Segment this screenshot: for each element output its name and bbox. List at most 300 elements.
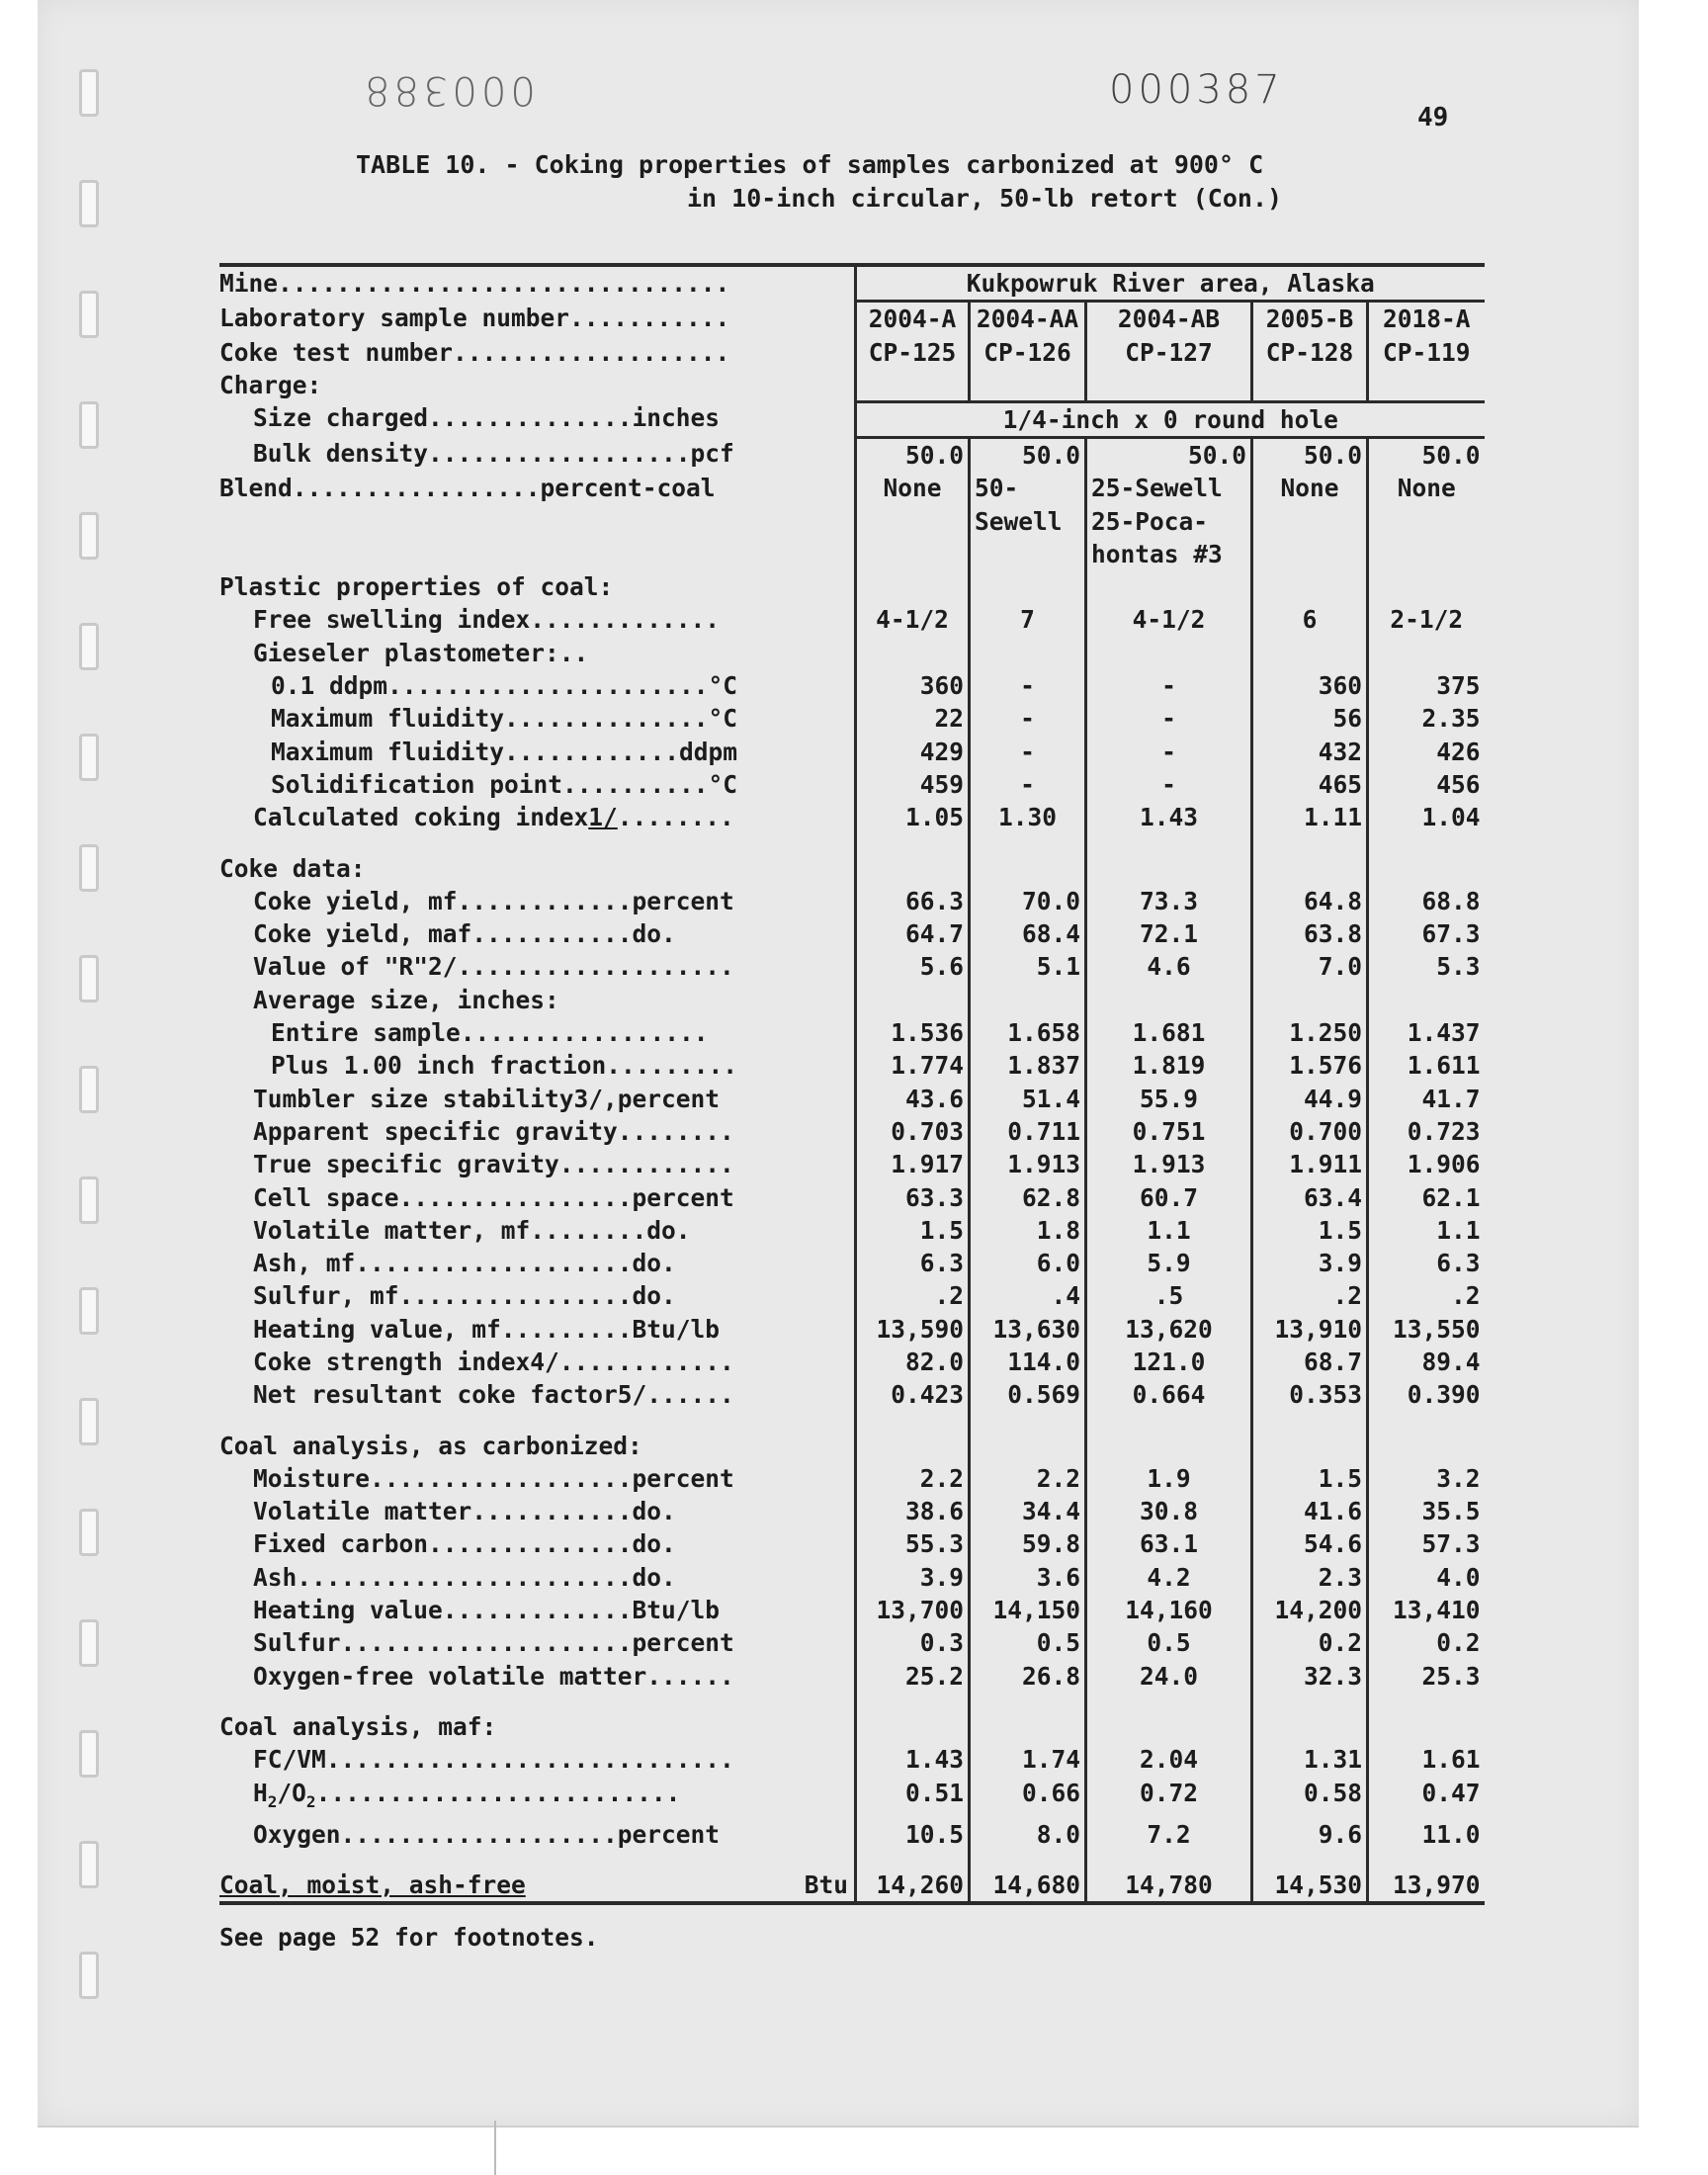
- table-row: [219, 1049, 1485, 1082]
- subscript: 2: [305, 1791, 316, 1811]
- row-label: Coke yield, mf............percent: [253, 886, 734, 915]
- table-cell: 63.8: [1252, 917, 1368, 950]
- table-cell: 1.819: [1086, 1049, 1252, 1082]
- section-heading: Plastic properties of coal:: [219, 572, 614, 602]
- row-label: Laboratory sample number...........: [219, 303, 730, 332]
- row-label: [219, 1693, 856, 1710]
- table-cell: [856, 1693, 970, 1710]
- table-cell: [970, 834, 1086, 852]
- table-row: [219, 505, 1485, 538]
- table-row: [219, 1495, 1485, 1527]
- table-cell: 360: [856, 669, 970, 702]
- table-cell: [970, 1710, 1086, 1743]
- table-cell: 0.58: [1252, 1777, 1368, 1818]
- table-cell: 14,260: [856, 1869, 970, 1903]
- table-cell: 465: [1252, 768, 1368, 801]
- table-cell: 26.8: [970, 1660, 1086, 1693]
- table-row: [219, 1115, 1485, 1148]
- table-cell: 9.6: [1252, 1818, 1368, 1851]
- table-cell: 51.4: [970, 1083, 1086, 1115]
- table-cell: 2005-B: [1252, 302, 1368, 336]
- table-cell: 63.4: [1252, 1181, 1368, 1214]
- table-cell: 34.4: [970, 1495, 1086, 1527]
- table-cell: 50-: [970, 472, 1086, 504]
- table-title-line2: in 10-inch circular, 50-lb retort (Con.): [687, 184, 1283, 213]
- row-label: Coke strength index4/............: [253, 1348, 734, 1376]
- table-row: [219, 1626, 1485, 1659]
- table-cell: 4.6: [1086, 950, 1252, 983]
- table-cell: [1252, 1851, 1368, 1869]
- binder-hole: [79, 69, 99, 117]
- table-cell: 0.47: [1368, 1777, 1485, 1818]
- binder-hole: [79, 1176, 99, 1224]
- table-cell: 1.5: [856, 1214, 970, 1247]
- row-label-text: H: [253, 1778, 268, 1807]
- table-cell: 64.7: [856, 917, 970, 950]
- binder-hole: [79, 401, 99, 449]
- table-cell: .5: [1086, 1279, 1252, 1312]
- table-row: [219, 1818, 1485, 1851]
- table-cell: 13,550: [1368, 1313, 1485, 1346]
- table-cell: 4.0: [1368, 1561, 1485, 1594]
- table-cell: CP-119: [1368, 336, 1485, 369]
- table-cell: 57.3: [1368, 1527, 1485, 1560]
- table-cell: 60.7: [1086, 1181, 1252, 1214]
- table-cell: 0.711: [970, 1115, 1086, 1148]
- table-cell: -: [970, 768, 1086, 801]
- table-cell: 14,780: [1086, 1869, 1252, 1903]
- table-cell: 5.6: [856, 950, 970, 983]
- table-row: [219, 1527, 1485, 1560]
- binder-hole: [79, 1398, 99, 1445]
- table-cell: 1.611: [1368, 1049, 1485, 1082]
- table-row: [219, 950, 1485, 983]
- table-cell: 121.0: [1086, 1346, 1252, 1378]
- table-cell: CP-128: [1252, 336, 1368, 369]
- binder-hole: [79, 734, 99, 781]
- table-row: [219, 538, 1485, 570]
- table-cell: 1.9: [1086, 1462, 1252, 1495]
- table-cell: [1368, 1430, 1485, 1462]
- table-row: [219, 801, 1485, 833]
- table-cell: 1.1: [1086, 1214, 1252, 1247]
- table-cell: [856, 852, 970, 885]
- table-cell: 10.5: [856, 1818, 970, 1851]
- table-title-line1: TABLE 10. - Coking properties of samples carbonized at 900° C: [356, 150, 1264, 179]
- table-cell: 1.681: [1086, 1016, 1252, 1049]
- table-cell: [970, 1851, 1086, 1869]
- row-label: Fixed carbon..............do.: [253, 1529, 676, 1559]
- row-label: Oxygen...................percent: [253, 1819, 721, 1849]
- table-cell: 1.1: [1368, 1214, 1485, 1247]
- table-cell: 66.3: [856, 885, 970, 917]
- table-cell: 2.04: [1086, 1743, 1252, 1776]
- table-row: [219, 369, 1485, 401]
- scan-crease: [494, 2121, 496, 2175]
- table-cell: 1.536: [856, 1016, 970, 1049]
- table-cell: 1.74: [970, 1743, 1086, 1776]
- table-cell: [1368, 834, 1485, 852]
- table-cell: [1086, 1710, 1252, 1743]
- table-row: [219, 1279, 1485, 1312]
- binder-hole: [79, 1952, 99, 1999]
- table-cell: 6: [1252, 603, 1368, 636]
- table-cell: 89.4: [1368, 1346, 1485, 1378]
- table-cell: [1086, 1412, 1252, 1430]
- table-cell: 2.2: [856, 1462, 970, 1495]
- row-label: Maximum fluidity............ddpm: [271, 737, 738, 766]
- table-cell: [1252, 369, 1368, 401]
- table-cell: [856, 505, 970, 538]
- table-cell: 1.658: [970, 1016, 1086, 1049]
- table-cell: 0.423: [856, 1378, 970, 1411]
- table-cell: [856, 369, 970, 401]
- table-row: [219, 1430, 1485, 1462]
- table-cell: CP-125: [856, 336, 970, 369]
- table-cell: [1086, 1851, 1252, 1869]
- table-row: [219, 1462, 1485, 1495]
- table-cell: 1.5: [1252, 1214, 1368, 1247]
- table-cell: [1252, 505, 1368, 538]
- table-row: [219, 1851, 1485, 1869]
- table-cell: 50.0: [1086, 437, 1252, 472]
- table-cell: 24.0: [1086, 1660, 1252, 1693]
- row-label-dots: .........................: [315, 1778, 681, 1807]
- row-label: Volatile matter, mf........do.: [253, 1215, 691, 1245]
- table-cell: None: [856, 472, 970, 504]
- table-cell: [970, 637, 1086, 669]
- row-label: [219, 801, 856, 833]
- table-cell: 4-1/2: [856, 603, 970, 636]
- row-label: Volatile matter...........do.: [253, 1497, 676, 1526]
- table-cell: 11.0: [1368, 1818, 1485, 1851]
- table-row: [219, 1594, 1485, 1626]
- table-cell: 13,620: [1086, 1313, 1252, 1346]
- footnote-ref: 1/: [588, 803, 618, 832]
- table-cell: 1.906: [1368, 1148, 1485, 1180]
- table-row: [219, 768, 1485, 801]
- table-cell: 13,910: [1252, 1313, 1368, 1346]
- table-cell: 429: [856, 736, 970, 768]
- table-row: [219, 401, 1485, 437]
- binder-hole: [79, 1066, 99, 1113]
- table-cell: 0.5: [1086, 1626, 1252, 1659]
- table-cell: 73.3: [1086, 885, 1252, 917]
- table-row: [219, 265, 1485, 302]
- table-cell: [1368, 1851, 1485, 1869]
- table-cell: 1.61: [1368, 1743, 1485, 1776]
- table-cell: 6.3: [856, 1247, 970, 1279]
- table-cell: 30.8: [1086, 1495, 1252, 1527]
- table-cell: 0.569: [970, 1378, 1086, 1411]
- table-cell: [1086, 834, 1252, 852]
- row-label: Maximum fluidity..............°C: [271, 704, 738, 734]
- table-cell: [856, 570, 970, 603]
- table-cell: 55.3: [856, 1527, 970, 1560]
- table-cell: 1.576: [1252, 1049, 1368, 1082]
- table-cell: 0.2: [1252, 1626, 1368, 1659]
- binder-hole: [79, 955, 99, 1002]
- row-label-unit: Btu: [804, 1870, 848, 1900]
- table-cell: [856, 984, 970, 1016]
- table-cell: 0.5: [970, 1626, 1086, 1659]
- table-cell: [1086, 1430, 1252, 1462]
- table-cell: 43.6: [856, 1083, 970, 1115]
- table-row: [219, 1710, 1485, 1743]
- table-cell: [856, 1412, 970, 1430]
- table-cell: 7: [970, 603, 1086, 636]
- table-cell: -: [1086, 768, 1252, 801]
- table-cell: 50.0: [1252, 437, 1368, 472]
- table-cell: [1086, 637, 1252, 669]
- table-cell: 13,700: [856, 1594, 970, 1626]
- table-row: [219, 570, 1485, 603]
- table-cell: [1368, 570, 1485, 603]
- row-label: Net resultant coke factor5/......: [253, 1380, 734, 1410]
- table-cell: 360: [1252, 669, 1368, 702]
- table-cell: None: [1252, 472, 1368, 504]
- table-cell: 0.700: [1252, 1115, 1368, 1148]
- table-cell: [856, 1430, 970, 1462]
- row-label: True specific gravity............: [253, 1150, 734, 1179]
- table-cell: 456: [1368, 768, 1485, 801]
- table-cell: 0.2: [1368, 1626, 1485, 1659]
- table-cell: 13,630: [970, 1313, 1086, 1346]
- table-cell: [856, 538, 970, 570]
- table-cell: [970, 852, 1086, 885]
- table-cell: 72.1: [1086, 917, 1252, 950]
- table-cell: 59.8: [970, 1527, 1086, 1560]
- table-cell: 22: [856, 702, 970, 735]
- row-label: Mine...............................: [219, 265, 856, 302]
- table-cell: 2.2: [970, 1462, 1086, 1495]
- row-label: [219, 1777, 856, 1818]
- table-cell: 55.9: [1086, 1083, 1252, 1115]
- table-cell: 6.0: [970, 1247, 1086, 1279]
- table-cell: 25-Sewell: [1086, 472, 1252, 504]
- table-cell: [1252, 637, 1368, 669]
- row-label-text: Calculated coking index: [253, 803, 589, 832]
- table-row: [219, 1693, 1485, 1710]
- table-cell: 1.04: [1368, 801, 1485, 833]
- table-cell: 6.3: [1368, 1247, 1485, 1279]
- table-cell: 67.3: [1368, 917, 1485, 950]
- table-cell: .2: [1252, 1279, 1368, 1312]
- table-cell: 14,200: [1252, 1594, 1368, 1626]
- table-cell: 1.774: [856, 1049, 970, 1082]
- table-cell: 68.7: [1252, 1346, 1368, 1378]
- table-cell: CP-127: [1086, 336, 1252, 369]
- section-heading: Coke data:: [219, 853, 366, 883]
- table-cell: 4.2: [1086, 1561, 1252, 1594]
- table-cell: None: [1368, 472, 1485, 504]
- table-cell: [1368, 1693, 1485, 1710]
- row-label: Ash, mf...................do.: [253, 1249, 676, 1278]
- table-row: [219, 1247, 1485, 1279]
- table-cell: 0.703: [856, 1115, 970, 1148]
- table-cell: 375: [1368, 669, 1485, 702]
- table-cell: [856, 637, 970, 669]
- table-cell: 1.5: [1252, 1462, 1368, 1495]
- row-label: [219, 505, 856, 538]
- binder-hole: [79, 844, 99, 892]
- row-label: Gieseler plastometer:..: [253, 638, 589, 667]
- table-cell: [1252, 834, 1368, 852]
- row-label: FC/VM............................: [253, 1745, 734, 1775]
- table-row: [219, 336, 1485, 369]
- table-cell: [1368, 505, 1485, 538]
- page-stamp-left: 000388: [361, 67, 536, 113]
- table-cell: 50.0: [970, 437, 1086, 472]
- row-label-dots: ........: [617, 803, 734, 832]
- table-cell: [1368, 852, 1485, 885]
- binder-hole: [79, 1287, 99, 1335]
- binder-hole: [79, 291, 99, 338]
- table-row: [219, 1214, 1485, 1247]
- table-cell: [1086, 570, 1252, 603]
- table-cell: 35.5: [1368, 1495, 1485, 1527]
- section-heading: Charge:: [219, 370, 322, 399]
- row-label: Heating value, mf.........Btu/lb: [253, 1314, 721, 1344]
- table-cell: [856, 834, 970, 852]
- table-cell: 1.913: [1086, 1148, 1252, 1180]
- table-cell: 459: [856, 768, 970, 801]
- table-cell: 14,530: [1252, 1869, 1368, 1903]
- row-label: Average size, inches:: [253, 985, 559, 1014]
- table-cell: [970, 369, 1086, 401]
- table-row: [219, 1083, 1485, 1115]
- table-row: [219, 302, 1485, 336]
- row-label: Cell space................percent: [253, 1182, 734, 1212]
- table-cell: 32.3: [1252, 1660, 1368, 1693]
- page-number: 49: [1417, 103, 1449, 132]
- table-cell: [1252, 570, 1368, 603]
- table-cell: .2: [1368, 1279, 1485, 1312]
- row-label-text: Coal, moist, ash-free: [219, 1870, 526, 1900]
- binder-hole: [79, 623, 99, 670]
- table-cell: 54.6: [1252, 1527, 1368, 1560]
- table-cell: [1252, 984, 1368, 1016]
- table-row: [219, 1660, 1485, 1693]
- table-cell: 0.664: [1086, 1378, 1252, 1411]
- table-cell: 41.7: [1368, 1083, 1485, 1115]
- table-cell: [1368, 637, 1485, 669]
- table-cell: 1.30: [970, 801, 1086, 833]
- table-cell: [970, 984, 1086, 1016]
- row-label: Coke yield, maf...........do.: [253, 919, 676, 949]
- table-cell: [1086, 984, 1252, 1016]
- row-label: Entire sample.................: [271, 1018, 709, 1048]
- table-cell: 50.0: [1368, 437, 1485, 472]
- table-cell: 0.51: [856, 1777, 970, 1818]
- row-label: 0.1 ddpm......................°C: [271, 671, 738, 701]
- table-cell: [970, 1412, 1086, 1430]
- table-cell: 1.11: [1252, 801, 1368, 833]
- row-label: Heating value.............Btu/lb: [253, 1596, 721, 1625]
- table-cell: 13,590: [856, 1313, 970, 1346]
- table-cell: 44.9: [1252, 1083, 1368, 1115]
- table-cell: 1.917: [856, 1148, 970, 1180]
- table-cell: CP-126: [970, 336, 1086, 369]
- table-cell: 62.1: [1368, 1181, 1485, 1214]
- table-row: [219, 1561, 1485, 1594]
- table-cell: 13,970: [1368, 1869, 1485, 1903]
- table-cell: 25-Poca-: [1086, 505, 1252, 538]
- binder-hole: [79, 180, 99, 227]
- row-label: Blend.................percent-coal: [219, 474, 716, 503]
- table-cell: 63.3: [856, 1181, 970, 1214]
- row-label: Moisture..................percent: [253, 1463, 734, 1493]
- table-cell: [856, 1710, 970, 1743]
- row-label: Plus 1.00 inch fraction.........: [271, 1051, 738, 1081]
- table-cell: 70.0: [970, 885, 1086, 917]
- table-row: [219, 984, 1485, 1016]
- table-cell: 3.9: [1252, 1247, 1368, 1279]
- row-label: [219, 1412, 856, 1430]
- table-cell: 3.9: [856, 1561, 970, 1594]
- table-cell: 1.43: [856, 1743, 970, 1776]
- table-cell: hontas #3: [1086, 538, 1252, 570]
- table-cell: 1.911: [1252, 1148, 1368, 1180]
- table-cell: 1.05: [856, 801, 970, 833]
- page-edge: [38, 2126, 1639, 2128]
- table-cell: 0.723: [1368, 1115, 1485, 1148]
- table-cell: [970, 1430, 1086, 1462]
- row-label: Apparent specific gravity........: [253, 1116, 734, 1146]
- table-cell: [970, 570, 1086, 603]
- table-cell: 7.0: [1252, 950, 1368, 983]
- table-cell: [1368, 538, 1485, 570]
- binder-hole: [79, 512, 99, 560]
- table-cell: 5.1: [970, 950, 1086, 983]
- table-cell: [1252, 852, 1368, 885]
- table-row: [219, 736, 1485, 768]
- table-cell: 13,410: [1368, 1594, 1485, 1626]
- table-cell: [970, 1693, 1086, 1710]
- table-cell: 5.3: [1368, 950, 1485, 983]
- table-cell: 3.6: [970, 1561, 1086, 1594]
- table-cell: [970, 538, 1086, 570]
- table-cell: [1368, 984, 1485, 1016]
- table-cell: 38.6: [856, 1495, 970, 1527]
- table-row: [219, 885, 1485, 917]
- table-cell: 426: [1368, 736, 1485, 768]
- table-cell: -: [970, 736, 1086, 768]
- table-cell: [1368, 1710, 1485, 1743]
- table-row: [219, 1743, 1485, 1776]
- row-label: Value of "R"2/...................: [253, 952, 734, 982]
- row-label: [219, 538, 856, 570]
- row-label: [219, 1869, 856, 1903]
- table-cell: 432: [1252, 736, 1368, 768]
- table-cell: 2004-AB: [1086, 302, 1252, 336]
- table-cell: 4-1/2: [1086, 603, 1252, 636]
- table-row: [219, 603, 1485, 636]
- footnote-text: See page 52 for footnotes.: [219, 1923, 599, 1952]
- table-row: [219, 637, 1485, 669]
- row-label: Ash.......................do.: [253, 1562, 676, 1592]
- binder-hole: [79, 1619, 99, 1667]
- table-row: [219, 1313, 1485, 1346]
- table-row: [219, 917, 1485, 950]
- table-cell: 3.2: [1368, 1462, 1485, 1495]
- binder-hole: [79, 1730, 99, 1778]
- table-cell: -: [1086, 702, 1252, 735]
- table-row: [219, 1777, 1485, 1818]
- table-cell: 25.2: [856, 1660, 970, 1693]
- page-stamp-right: 000387: [1109, 67, 1284, 113]
- table-cell: 41.6: [1252, 1495, 1368, 1527]
